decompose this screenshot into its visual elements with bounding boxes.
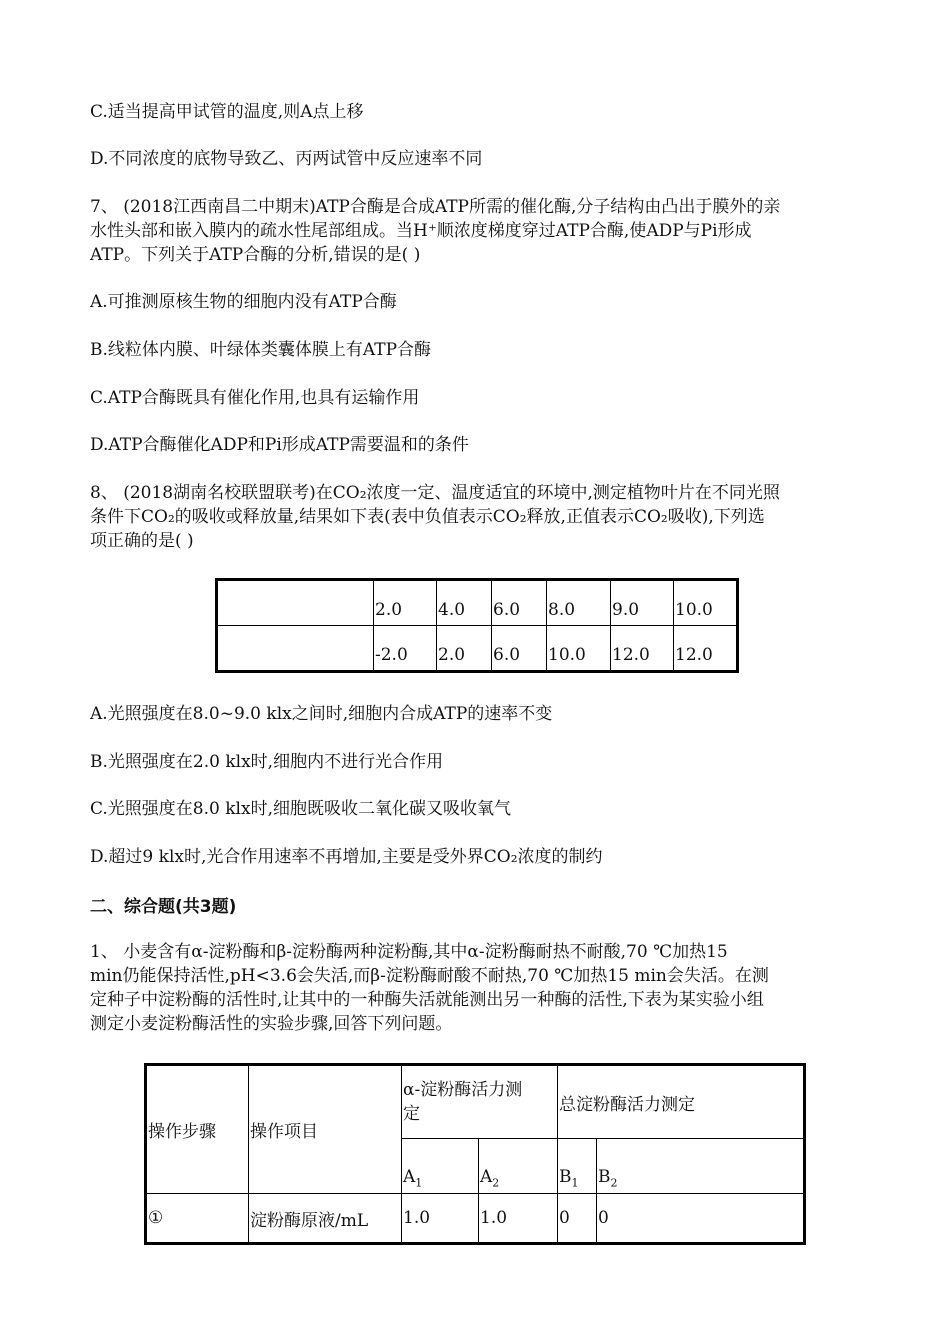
c1-experiment-table <box>144 1063 806 1245</box>
table-cell: ① <box>146 1194 249 1244</box>
q7-option-d: D.ATP合酶催化ADP和Pi形成ATP需要温和的条件 <box>90 435 469 455</box>
table-row <box>146 1194 805 1244</box>
q6-option-c: C.适当提高甲试管的温度,则A点上移 <box>90 102 364 122</box>
sub-header-index: 1 <box>571 1176 579 1189</box>
table-cell: 2.0 <box>437 626 492 672</box>
header-alpha-line: 定 <box>403 1104 420 1124</box>
table-cell: 6.0 <box>492 580 547 626</box>
sub-header-a2 <box>479 1139 558 1194</box>
table-cell: 10.0 <box>547 626 611 672</box>
header-total: 总淀粉酶活力测定 <box>558 1065 805 1139</box>
q8-stem <box>90 481 860 553</box>
header-item: 操作项目 <box>249 1065 402 1194</box>
q8-option-a: A.光照强度在8.0~9.0 klx之间时,细胞内合成ATP的速率不变 <box>90 704 553 724</box>
q7-stem-line: 7、 (2018江西南昌二中期末)ATP合酶是合成ATP所需的催化酶,分子结构由凸出于膜外的亲 <box>90 197 781 217</box>
q8-option-c: C.光照强度在8.0 klx时,细胞既吸收二氧化碳又吸收氧气 <box>90 799 511 819</box>
table-cell: 1.0 <box>402 1194 479 1244</box>
table-cell <box>217 580 374 626</box>
table-cell: 2.0 <box>374 580 437 626</box>
c1-stem <box>90 940 860 1036</box>
c1-stem-line: min仍能保持活性,pH<3.6会失活,而β-淀粉酶耐酸不耐热,70 ℃加热15 min会失活。在测 <box>90 966 769 986</box>
q8-option-b: B.光照强度在2.0 klx时,细胞内不进行光合作用 <box>90 752 444 772</box>
table-cell: 12.0 <box>674 626 738 672</box>
q7-stem-line: 水性头部和嵌入膜内的疏水性尾部组成。当H⁺顺浓度梯度穿过ATP合酶,使ADP与Pi形成 <box>90 221 752 241</box>
table-row <box>217 626 738 672</box>
q8-option-d: D.超过9 klx时,光合作用速率不再增加,主要是受外界CO₂浓度的制约 <box>90 847 603 867</box>
q8-stem-line: 8、 (2018湖南名校联盟联考)在CO₂浓度一定、温度适宜的环境中,测定植物叶片在不同光照 <box>90 483 780 503</box>
sub-header-a1 <box>402 1139 479 1194</box>
table-cell: 6.0 <box>492 626 547 672</box>
table-cell: 10.0 <box>674 580 738 626</box>
q8-data-table <box>215 578 739 673</box>
sub-header-index: 1 <box>415 1176 423 1189</box>
table-cell: 4.0 <box>437 580 492 626</box>
table-row <box>146 1065 805 1139</box>
q6-option-d: D.不同浓度的底物导致乙、丙两试管中反应速率不同 <box>90 149 483 169</box>
table-cell: 淀粉酶原液/mL <box>249 1194 402 1244</box>
section-heading: 二、综合题(共3题) <box>90 897 237 917</box>
header-alpha-line: α-淀粉酶活力测 <box>403 1080 523 1100</box>
sub-header-label: B <box>598 1166 611 1187</box>
table-cell: -2.0 <box>374 626 437 672</box>
q8-stem-line: 条件下CO₂的吸收或释放量,结果如下表(表中负值表示CO₂释放,正值表示CO₂吸收),下列选 <box>90 507 765 527</box>
header-alpha <box>402 1065 558 1139</box>
sub-header-index: 2 <box>610 1176 618 1189</box>
table-cell: 8.0 <box>547 580 611 626</box>
table-cell: 0 <box>558 1194 597 1244</box>
sub-header-index: 2 <box>492 1176 500 1189</box>
sub-header-b1 <box>558 1139 597 1194</box>
table-cell: 9.0 <box>611 580 674 626</box>
sub-header-label: B <box>559 1166 572 1187</box>
q7-option-a: A.可推测原核生物的细胞内没有ATP合酶 <box>90 292 397 312</box>
table-cell: 1.0 <box>479 1194 558 1244</box>
q7-stem <box>90 195 860 267</box>
table-row <box>217 580 738 626</box>
q8-stem-line: 项正确的是( ) <box>90 531 194 551</box>
sub-header-label: A <box>480 1166 493 1187</box>
table-cell: 0 <box>597 1194 805 1244</box>
q7-option-b: B.线粒体内膜、叶绿体类囊体膜上有ATP合酶 <box>90 340 432 360</box>
table-cell: 12.0 <box>611 626 674 672</box>
c1-stem-line: 定种子中淀粉酶的活性时,让其中的一种酶失活就能测出另一种酶的活性,下表为某实验小组 <box>90 990 764 1010</box>
table-cell <box>217 626 374 672</box>
c1-stem-line: 测定小麦淀粉酶活性的实验步骤,回答下列问题。 <box>90 1014 453 1034</box>
sub-header-label: A <box>403 1166 416 1187</box>
q7-option-c: C.ATP合酶既具有催化作用,也具有运输作用 <box>90 388 420 408</box>
sub-header-b2 <box>597 1139 805 1194</box>
q7-stem-line: ATP。下列关于ATP合酶的分析,错误的是( ) <box>90 245 421 265</box>
c1-stem-line: 1、 小麦含有α-淀粉酶和β-淀粉酶两种淀粉酶,其中α-淀粉酶耐热不耐酸,70 ℃加热15 <box>90 942 728 962</box>
header-step: 操作步骤 <box>146 1065 249 1194</box>
